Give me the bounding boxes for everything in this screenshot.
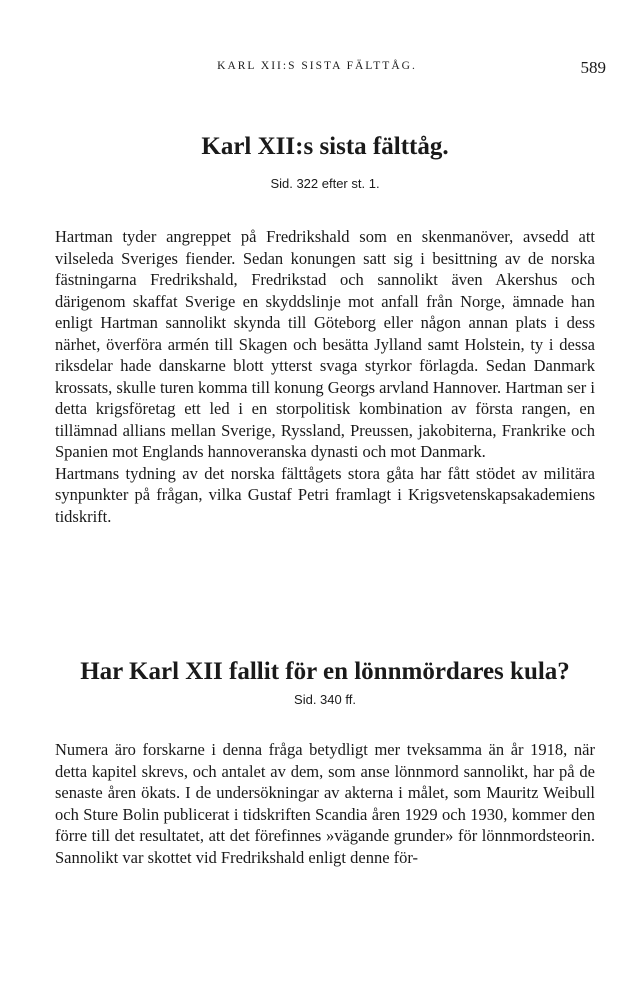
running-header <box>0 58 634 80</box>
running-title: KARL XII:S SISTA FÄLTTÅG. <box>217 60 417 72</box>
paragraph: Numera äro forskarne i denna fråga betydligt mer tveksamma än år 1918, när detta kapitel skrevs, och antalet av dem, som anse lönnmord sannolikt, har på de senaste åren ökats. I de undersökningar av akterna i målet, som Mauritz Weibull och Sture Bolin publicerat i tidskriften Scandia åren 1929 och 1930, kommer den förre till det resultatet, att det förefinnes »vägande grunder» för lönnmordsteorin. Sannolikt var skottet vid Fredrikshald enligt denne för- <box>55 740 595 867</box>
section-reference: Sid. 340 ff. <box>294 692 356 707</box>
paragraph: Hartmans tydning av det norska fälttågets stora gåta har fått stödet av militära synpunkter på frågan, vilka Gustaf Petri framlagt i Krigsvetenskapsakademiens tidskrift. <box>55 463 595 526</box>
section-reference: Sid. 322 efter st. 1. <box>270 176 380 191</box>
section-lonnmord <box>55 655 595 868</box>
page-number: 589 <box>580 58 606 77</box>
section-karl-xii-sista-falttag <box>55 130 595 527</box>
paragraph: Hartman tyder angreppet på Fredrikshald som en skenmanöver, avsedd att vilseleda Sveriges fiender. Sedan konungen satt sig i besittning av de norska fästningarna Fredrikshald, Fredrikstad och sannolikt även Akershus och därigenom skaffat Sverige en skyddslinje mot anfall från Norge, ämnade han enligt Hartman sannolikt skynda till Göteborg eller någon annan plats i dess närhet, överföra armén till Skagen och besätta Jylland samt Holstein, ty i dessa riksdelar hade danskarne blott ytterst svaga styrkor förlagda. Sedan Danmark krossats, skulle turen komma till konung Georgs arvland Hannover. Hartman ser i detta krigsföretag ett led i en storpolitisk kombination av första rangen, en tillämnad allians mellan Sverige, Ryssland, Preussen, jakobiterna, Frankrike och Spanien mot Englands hannoveranska dynasti och mot Danmark. <box>55 227 595 461</box>
section-title: Karl XII:s sista fälttåg. <box>201 133 449 160</box>
section-title: Har Karl XII fallit för en lönnmördares kula? <box>80 658 570 685</box>
